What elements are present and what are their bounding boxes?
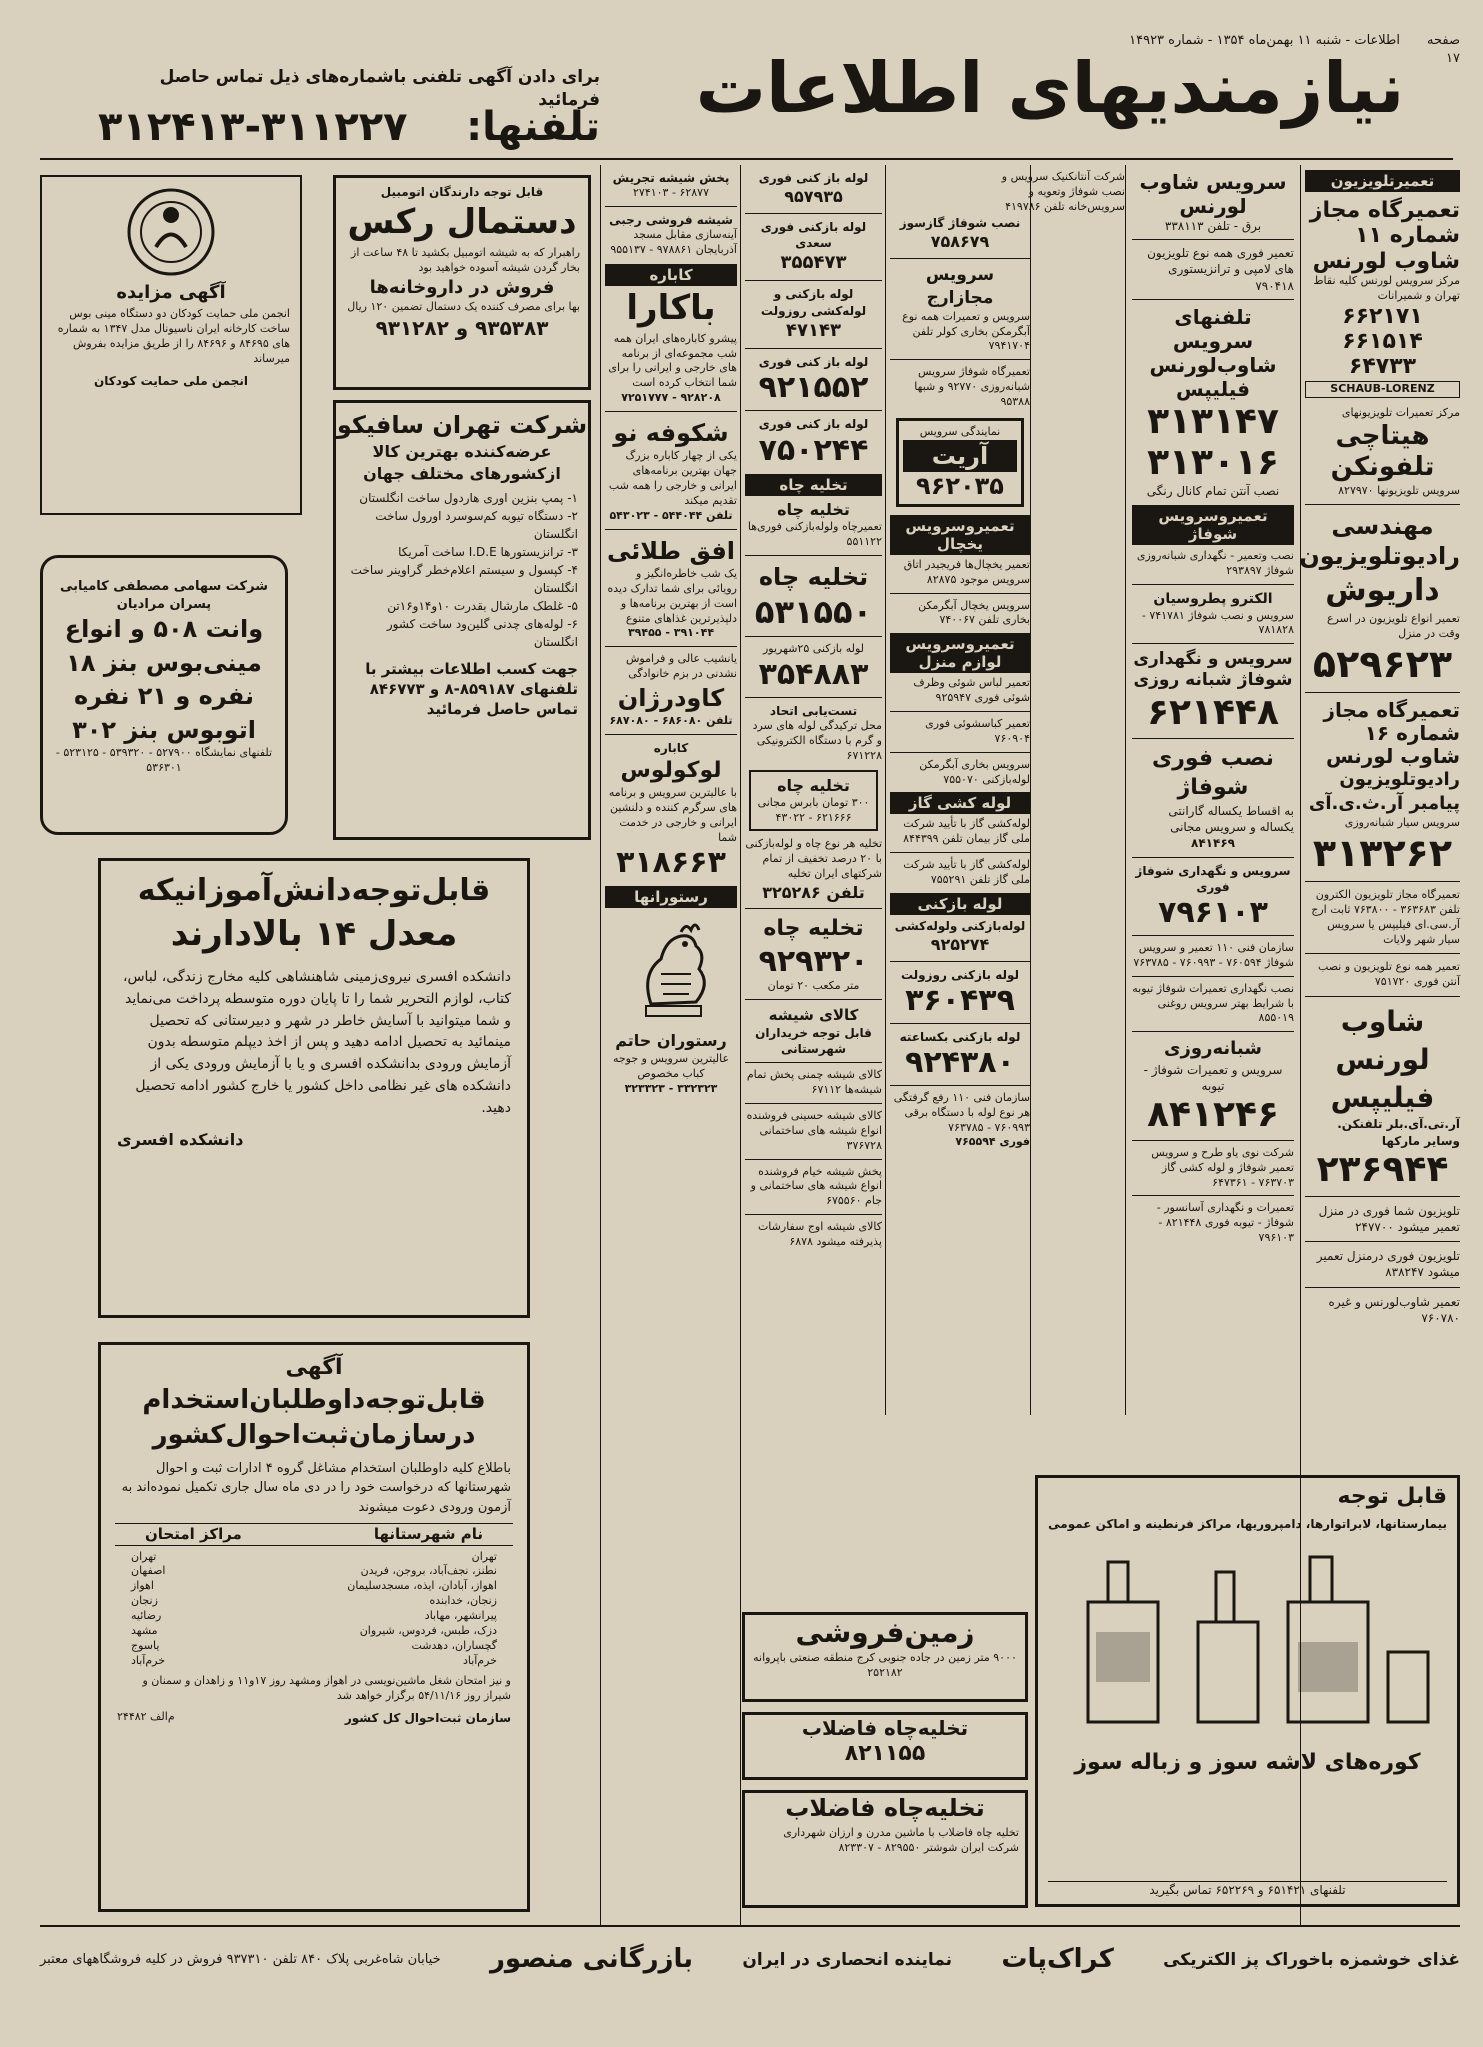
ad-s1-title: سرویس شاوب لورنس [1139,170,1287,218]
car-ad [333,175,591,390]
ad-s6-phone: ۶۲۱۴۴۸ [1147,691,1279,733]
ad-c2-title: شکوفه نو [613,419,729,448]
ad-a3-body: سرویس و تعمیرات همه نوع آبگرمکن بخاری کولر تلفن ۷۹۴۱۷۰۴ [902,309,1030,353]
bus-ad [40,555,288,835]
ad-p4-title: لوله باز کنی فوری [758,355,869,370]
ad-brands-phone: ۲۳۶۹۴۴ [1316,1148,1449,1190]
incinerator-sub: کوره‌های لاشه سوز و زباله سوز [1074,1749,1421,1775]
emp-title: قابل‌توجه‌داوطلبان‌استخدام [142,1384,486,1415]
bus-body: وانت ۵۰۸ و انواع مینی‌بوس بنز ۱۸ نفره و ۲۱ نفره [64,615,264,711]
ad-a17: فوری ۷۶۵۵۹۴ [955,1135,1030,1149]
header-rule [40,158,1453,160]
ad-s6-title: سرویس و نگهداری شوفاژ شبانه روزی [1133,649,1293,691]
edu-ad [98,858,530,1318]
ad-shaub-16-body: سرویس سیار شبانه‌روزی [1344,816,1460,830]
ad-hitachi-title: هیتاچی تلفونکن [1330,421,1435,483]
ad-r1-phone: ۳۳۲۳۲۳ - ۳۲۳۳۲۳ [624,1081,718,1095]
bus-title: شرکت سهامی مصطفی کامیابی پسران مرادیان [60,579,268,612]
footer-rule [40,1925,1460,1927]
ad-c2-phone: تلفن ۵۴۴۰۴۴ - ۵۴۳۰۲۳ [609,508,733,522]
ad-s2: تعمیر فوری همه نوع تلویزیون های لامپی و ترانزیستوری ۷۹۰۴۱۸ [1147,246,1294,293]
table-row: اهواز، آبادان، ایذه، مسجدسلیمان اهواز [131,1579,497,1593]
ad-p10-body: ۳۰۰ تومان بابرس مجانی ۶۲۱۶۶۶ - ۴۳۰۲۲ [757,796,870,825]
edu-sub: معدل ۱۴ بالادارند [170,913,458,954]
ad-arist-brand: آریت [903,440,1017,472]
well-ad-box-3 [742,1790,1028,1908]
banner-fridge: تعمیروسرویس یخچال [890,515,1030,555]
footer-address: خیابان شاه‌غربی پلاک ۸۴۰ تلفن ۹۳۷۳۱۰ فروش در کلیه فروشگاههای معتبر [40,1952,441,1968]
ad-p13-body: قابل توجه خریداران شهرستانی [755,1025,872,1057]
ad-shaub-11-body: مرکز سرویس لورنس کلیه نقاط تهران و شمیرانات [1313,273,1460,302]
well2-title: تخلیه‌چاه فاضلاب [801,1716,969,1740]
ad-c3-phone: ۳۹۱۰۴۴ - ۳۹۴۵۵ [627,626,715,640]
ad-c5-intro: کاباره [653,741,689,756]
ad-p9-title: تست‌یابی اتحاد [769,704,858,719]
incinerator-ad [1035,1475,1460,1907]
date-line: اطلاعات - شنبه ۱۱ بهمن‌ماه ۱۳۵۴ - شماره ۱۴۹۲۳ [1129,33,1400,48]
ad-p15: کالای شیشه حسینی فروشنده انواع شیشه های ساختمانی ۳۷۶۷۲۸ [746,1108,882,1152]
auction-body: انجمن ملی حمایت کودکان دو دستگاه مینی بوس ساخت کارخانه ایران ناسیونال مدل ۱۳۴۷ به شماره های ۸۴۶۹۵ و ۸۴۶۹۶ را از طریق مزایده بفروش میرساند [57,307,290,365]
emp-label: آگهی [285,1355,343,1380]
well3-body: تخلیه چاه فاضلاب با ماشین مدرن و ارزان شهرداری شرکت ایران شوشتر ۸۲۹۵۵۰ - ۸۲۳۳۰۷ [783,1826,1019,1855]
ad-a6: تعمیر یخچال‌ها فریجیدر اتاق سرویس موجود ۸۲۸۷۵ [903,557,1030,586]
ad-darioush-title: مهندسی رادیوتلویزیون [1299,512,1460,571]
ad-c4-title: کاودرژان [617,683,725,712]
ad-shaub-11-title: تعمیرگاه مجاز شماره ۱۱ شاوب لورنس [1309,198,1460,274]
ad-p12-phone: ۹۲۹۳۲۰ [758,943,869,979]
phones-label: تلفنها: [466,104,600,150]
ad-p6-title: تخلیه چاه [777,499,850,519]
safiko-contact: جهت کسب اطلاعات بیشتر با تلفنهای ۸۵۹۱۸۷-۸ و ۸۴۶۷۷۳ تماس حاصل فرمائید [365,659,578,719]
ad-g2-title: شیشه فروشی رجبی [609,213,733,228]
ad-p5-title: لوله باز کنی فوری [758,417,869,432]
auction-sign: انجمن ملی حمایت کودکان [94,373,248,388]
safiko-sub: عرضه‌کننده بهترین کالا ازکشورهای مختلف جهان [363,442,561,483]
banner-appliance: تعمیروسرویس لوازم منزل [890,633,1030,673]
ad-hitachi-intro: مرکز تعمیرات تلویزیونهای [1341,406,1460,420]
ad-p10-title: تخلیه چاه [777,775,850,795]
ad-s12: شرکت نوی یاو طرح و سرویس تعمیر شوفاژ و لوله کشی گاز ۷۶۳۷۰۳ - ۶۴۷۳۶۱ [1151,1145,1294,1189]
ad-a2-body: نصب شوفاژ گازسوز [899,216,1021,230]
table-row: گچساران، دهدشت یاسوج [131,1638,497,1652]
auction-title: آگهی مزایده [116,282,226,303]
bus-sub: اتوبوس بنز ۳۰۲ [72,715,256,744]
emp-note: و نیز امتحان شغل ماشین‌نویسی در اهواز ومشهد روز ۱۷و۱۱ و زاهدان و سمنان و شیراز روز ۵۴/۱۱/۱۶ برگزار خواهد شد [142,1674,511,1703]
ad-a10: سرویس بخاری آبگرمکن لوله‌بازکنی ۷۵۵۰۷۰ [919,757,1030,786]
safiko-item: ۳- ترانزیستورها I.D.E ساخت آمریکا [398,544,578,559]
table-row: پیرانشهر، مهاباد رضائیه [131,1609,497,1622]
car-title: دستمال رکس [347,202,577,243]
ad-r1-body: عالیترین سرویس و جوجه کباب مخصوص [612,1052,730,1080]
footer-brand: کراک‌پات [1001,1944,1114,1975]
ad-a14-title: لوله بازکنی روزولت [900,967,1020,982]
ad-c5-phone: ۳۱۸۶۶۳ [616,845,726,881]
masthead: نیازمندیهای اطلاعات [695,47,1405,129]
ad-s11-body: سرویس و تعمیرات شوفاژ - تیوبه [1143,1062,1283,1093]
footer-food: غذای خوشمزه باخوراک پز الکتریکی [1163,1949,1460,1970]
ad-a2-phone: ۷۵۸۶۷۹ [930,232,990,252]
ad-a13-body: لوله‌بازکنی ولوله‌کشی [894,918,1026,933]
ad-hitachi-body: سرویس تلویزیونها ۸۲۷۹۷۰ [1338,483,1460,497]
ad-p4-phone: ۹۲۱۵۵۲ [758,370,869,406]
ad-shaub-title: شاوب لورنس [1335,1005,1430,1076]
ad-arist-phone: ۹۶۲۰۳۵ [916,471,1004,500]
emp-col-b: مراکز امتحان [145,1525,242,1544]
ad-s3-body: نصب آنتن تمام کانال رنگی [1146,483,1280,498]
ad-a3-title: سرویس مجازارج [925,264,995,308]
ad-a12: لوله‌کشی گاز با تأیید شرکت ملی گاز تلفن ۷۵۵۲۹۱ [903,858,1030,886]
ad-r1-title: رستوران حاتم [615,1031,727,1051]
ad-p9-body: محل ترکیدگی لوله های سرد و گرم با دستگاه الکترونیکی ۶۷۱۲۲۸ [752,719,882,762]
ad-arist-box [896,418,1024,507]
ad-s8-phone: ۷۹۶۱۰۳ [1158,895,1268,931]
ad-g2-body: آینه‌سازی مقابل مسجد آذربایجان ۹۷۸۸۶۱ - ۹۵۵۱۳۷ [610,228,737,257]
ad-p8-phone: ۳۵۴۸۸۳ [758,657,869,693]
ad-s11-title: شبانه‌روزی [1164,1038,1262,1060]
col-well [745,170,882,1250]
emp-table [101,1546,527,1673]
table-row: خرم‌آباد خرم‌آباد [131,1653,497,1667]
banner-tv-repair: تعمیرتلویزیون [1305,170,1460,192]
well3-title: تخلیه‌چاه فاضلاب [785,1794,985,1822]
emp-footer [101,1706,527,1730]
ad-antenna: تعمیر همه نوع تلویزیون و نصب آنتن فوری ۷۵۱۷۲۰ [1317,960,1460,989]
ad-c4-body: یانشیب عالی و فراموش نشدنی در بزم خانوادگی [625,652,737,681]
ad-home-repair: تلویزیون شما فوری در منزل تعمیر میشود ۲۴۷۷۰۰ [1318,1203,1460,1235]
car-phone: ۹۳۵۳۸۳ و ۹۳۱۲۸۲ [375,315,549,340]
safiko-item: ۲- دستگاه تیوبه کم‌سوسرد اورول ساخت انگلستان [375,508,578,541]
ad-s7-title: نصب فوری شوفاژ [1152,745,1274,801]
ad-p6-body: تعمیرچاه ولوله‌بازکنی فوری‌ها ۵۵۱۱۲۲ [747,520,882,548]
col-divider [740,165,741,1925]
ad-p10-box [749,770,878,831]
ad-s4: نصب وتعمیر - نگهداری شبانه‌روزی شوفاژ ۲۹۳۸۹۷ [1136,548,1294,577]
col-tv-repair [1299,170,1460,1326]
auction-ad [40,175,302,515]
ad-p17: کالای شیشه اوج سفارشات پذیرفته میشود ۶۸۷۸ [757,1220,882,1248]
emp-sign: سازمان ثبت‌احوال کل کشور [344,1711,511,1726]
ad-s9: سازمان فنی ۱۱۰ تعمیر و سرویس شوفاژ ۷۶۰۵۹۴ - ۷۶۰۹۹۳ - ۷۶۳۷۸۵ [1133,941,1294,969]
ad-a4: تعمیرگاه شوفاژ سرویس شبانه‌روزی ۹۲۷۷۰ و شبها ۹۵۳۸۸ [914,365,1030,408]
ad-darioush-phone: ۵۲۹۶۲۳ [1312,641,1453,686]
ad-s5-body: سرویس و نصب شوفاژ ۷۴۱۷۸۱ - ۷۸۱۸۲۸ [1141,608,1294,637]
ad-a7: سرویس یخچال آبگرمکن بخاری تلفن ۷۴۰۰۶۷ [918,598,1030,627]
ad-s3-title: تلفنهای سرویس شاوب‌لورنس فیلیپس [1149,304,1277,401]
incinerator-note: تلفنهای ۶۵۱۴۲۱ و ۶۵۲۲۶۹ تماس بگیرید [1048,1881,1447,1898]
ad-s1-phone: برق - تلفن ۳۳۸۱۱۳ [1164,219,1262,233]
ad-shaub-16-phone: ۳۱۳۲۶۲ [1312,831,1453,875]
ad-darioush-name: داریوش [1325,573,1440,609]
ad-a15-title: لوله بازکنی بکساعته [899,1029,1021,1044]
land-sale-body: ۹۰۰۰ متر زمین در جاده جنوبی کرج منطقه صنعتی باپروانه ۲۵۲۱۸۲ [753,1651,1017,1680]
ad-p7-title: تخلیه چاه [758,562,869,591]
ad-s10: نصب نگهداری تعمیرات شوفاژ تیوبه با شرایط بهتر سرویس روغنی ۸۵۵۰۱۹ [1132,981,1294,1025]
ad-p13-title: کالای شیشه [768,1005,859,1024]
ad-p5-phone: ۷۵۰۲۴۴ [758,432,869,468]
ad-p11-phone: تلفن ۳۲۵۲۸۶ [762,882,865,902]
edu-title: قابل‌توجه‌دانش‌آموزانیکه [137,873,491,908]
ad-p2-title: لوله بازکنی فوری سعدی [760,219,867,250]
safiko-ad [333,400,591,840]
safiko-item: ۱- پمپ بنزین اوری هاردول ساخت انگلستان [359,490,578,505]
col-divider [885,165,886,1415]
land-sale-title: زمین‌فروشی [795,1616,975,1649]
ad-a16: سازمان فنی ۱۱۰ رفع گرفتگی هر نوع لوله با دستگاه برقی ۷۶۰۹۹۳ - ۷۶۳۷۸۵ [893,1090,1030,1134]
col-divider [600,165,601,1925]
ad-c1-title: باکارا [626,287,716,328]
phones-number: ۳۱۲۴۱۳-۳۱۱۲۲۷ [98,104,408,150]
ad-arist-sub: نمایندگی سرویس [919,424,1001,438]
well2-phone: ۸۲۱۱۵۵ [844,1741,926,1766]
ad-p3-phone: ۴۷۱۴۳ [786,319,841,341]
employment-ad [98,1342,530,1912]
childcare-logo [126,187,216,277]
ad-a9: تعمیر کباسشوئی فوری ۷۶۰۹۰۴ [925,717,1030,745]
col-heater [1132,170,1294,1246]
emp-body: باطلاع کلیه داوطلبان استخدام مشاغل گروه ۴ ادارات ثبت و احوال شهرستانها که درخواست خود را در دی ماه سال جاری تکمیل نموده‌اند به آزمون ورودی دعوت میشوند [121,1460,511,1515]
ad-s8-body: سرویس و نگهداری شوفاژ فوری [1135,863,1291,894]
page-number: صفحه ۱۷ [1427,33,1460,66]
ad-s11-phone: ۸۴۱۲۴۶ [1147,1093,1279,1135]
ad-shaub-other: تعمیر شاوب‌لورنس و غیره ۷۶۰۷۸۰ [1328,1294,1460,1325]
ad-c1-phone: ۹۲۸۲۰۸ - ۷۲۵۱۷۷۷ [621,391,721,405]
ad-p1-title: لوله باز کنی فوری [758,171,869,185]
banner-gas: لوله کشی گاز [890,792,1030,814]
incinerator-body: بیمارستانها، لابراتوارها، دامپروریها، مراکز فرنطینه و اماکن عمومی [1048,1516,1447,1531]
ad-s7-phone: ۸۴۱۴۶۹ [1191,836,1235,851]
well-ad-box-2 [742,1712,1028,1780]
banner-pipe: لوله بازکنی [890,893,1030,915]
safiko-list [336,485,588,655]
ad-s3-phone2: ۳۱۳۰۱۶ [1147,441,1279,483]
col-appliance-main [890,170,1125,215]
ad-c5-body: با عالیترین سرویس و برنامه های سرگرم کننده و دلنشین ایرانی و خارجی در خدمت شما [608,786,737,844]
safiko-title: شرکت تهران سافیکو [336,411,588,439]
ad-p11-body: تخلیه هر نوع چاه و لوله‌بازکنی با ۲۰ درصد تخفیف از تمام شرکتهای ایران تخلیه [745,837,882,880]
emp-sub: درسازمان‌ثبت‌احوال‌کشور [152,1419,476,1450]
safiko-item: ۵- غلطک مارشال بقدرت ۱۰و۱۴و۱۶تن [387,598,578,613]
ad-shaub-16-title: تعمیرگاه مجاز شماره ۱۶ شاوب لورنس [1323,697,1460,768]
safiko-item: ۶- لوله‌های چدنی گلین‌ود ساخت کشور انگلستان [386,616,578,649]
banner-heater: تعمیروسرویس شوفاژ [1132,505,1294,545]
table-row: تهران تهران [131,1549,497,1563]
ad-s7-body: به اقساط یکساله گارانتی یکساله و سرویس مجانی [1168,804,1294,835]
ad-darioush-body: تعمیر انواع تلویزیون در اسرع وقت در منزل [1327,611,1460,640]
ad-quick-repair: تلویزیون فوری درمنزل تعمیر میشود ۸۳۸۲۴۷ [1316,1249,1460,1280]
car-intro: قابل توجه دارندگان اتومبیل [380,185,544,199]
banner-cabaret: کاباره [605,264,737,286]
phone-intro: برای دادن آگهی تلفنی باشماره‌های ذیل تماس حاصل فرمائید [159,67,600,110]
col-a-list [890,215,1030,1150]
ad-c1-body: پیشرو کاباره‌های ایران همه شب مجموعه‌ای از برنامه های خارجی و ایرانی را برای شما انتخاب کرده است [608,331,737,390]
edu-sign: دانشکده افسری [117,1130,244,1150]
ad-shaub-16-sub: رادیوتلویزیون پیامبر آر.ث.ی.آی [1308,768,1460,814]
emp-table-header [115,1523,513,1545]
safiko-item: ۴- کپسول و سیستم اعلام‌خطر گراوینر ساخت انگلستان [350,562,578,595]
ad-s13: تعمیرات و نگهداری آسانسور - شوفاژ - تیوبه فوری ۸۲۱۴۴۸ - ۷۹۶۱۰۳ [1156,1201,1294,1245]
footer-company: بازرگانی منصور [489,1944,694,1975]
ad-s5-title: الکترو پطروسیان [1153,590,1273,607]
edu-body: دانشکده افسری نیروی‌زمینی شاهنشاهی کلیه مخارج زندگی، لباس، کتاب، لوازم التحریر شما را تا پایان دوره متوسطه پرداخت می‌نماید و شما میتوانید با آسایش خاطر در شهر و دبیرستانی که تحصیل مینمائید به تحصیل ادامه دهید و پس از اخذ دیپلم متوسطه بدون آزمایش ورودی بدانشکده افسری و یا با آزمایش ورودی یکی از دانشکده های غیر نظامی داخل کشور یا خارج کشور ادامه تحصیل دهید. [122,969,511,1116]
car-body2: بها برای مصرف کننده یک دستمال تضمین ۱۲۰ ریال [347,300,580,314]
emp-col-a: نام شهرستانها [373,1525,483,1544]
ad-p2-phone: ۳۵۵۴۷۳ [780,252,847,274]
table-row: زنجان، خدابنده زنجان [131,1594,497,1608]
ad-philips-title: فیلیپس [1330,1080,1435,1114]
ad-shaub-11-phones: ۶۶۲۱۷۱ ۶۶۱۵۱۴ ۶۴۷۳۳ [1342,303,1423,380]
ad-c4-phone: تلفن ۶۸۶۰۸۰ - ۶۸۷۰۸۰ [609,714,733,728]
ad-s3-phone1: ۳۱۳۱۴۷ [1147,400,1279,442]
ad-shaub-brand: SCHAUB-LORENZ [1305,381,1460,398]
ad-a11: لوله‌کشی گاز با تأیید شرکت ملی گاز بیمان تلفن ۸۴۴۳۹۹ [903,817,1030,846]
banner-well: تخلیه چاه [745,474,882,496]
ad-g1-body: ۶۲۸۷۷ - ۲۷۴۱۰۳ [633,186,709,200]
col-divider [1030,165,1031,1415]
emp-code: م‌الف ۲۴۴۸۲ [117,1710,175,1724]
ad-p12-title: تخلیه چاه [763,916,864,942]
ad-c3-title: افق طلائی [606,536,736,565]
table-row: دزک، طبس، فردوس، شیروان مشهد [131,1623,497,1637]
footer-rep: نماینده انحصاری در ایران [742,1949,953,1970]
col-cabaret [605,170,737,1097]
ad-a1: شرکت آنتانکنیک سرویس و نصب شوفاژ وتعویه و سرویس‌خانه تلفن ۴۱۹۷۸۶ [1001,170,1125,213]
ad-p3-title: لوله بازکنی و لوله‌کشی روزولت [760,287,867,318]
land-sale-panel-main [742,1612,1028,1702]
ad-a14-phone: ۳۶۰۴۳۹ [905,982,1015,1018]
banner-food: رستورانها [605,886,737,908]
ad-a8: تعمیر لباس شوئی وظرف شوئی فوری ۹۲۵۹۴۷ [913,676,1030,705]
incinerator-title: قابل توجه [1337,1484,1447,1509]
ad-p8-body: لوله بازکنی ۲۵شهریور [763,642,864,656]
rooster-icon [621,914,721,1024]
ad-c3-body: یک شب خاطره‌انگیز و رویائی برای شما تدارک دیده است از بهترین برنامه‌ها و دلپذیرترین غذاهای متنوع [607,567,737,625]
footer-bar [40,1935,1460,1985]
ad-p1-phone: ۹۵۷۹۳۵ [784,187,843,207]
car-sub: فروش در داروخانه‌ها [369,276,555,298]
col-divider [1125,165,1126,1415]
ad-p14: کالای شیشه چمنی پخش تمام شیشه‌ها ۶۷۱۱۲ [746,1068,882,1097]
ad-c2-body: یکی از چهار کاباره بزرگ جهان بهترین برنامه‌های ایرانی و خارجی را همه شب تقدیم میکند [608,449,737,507]
ad-a13-phone: ۹۲۵۲۷۴ [930,934,990,954]
ad-p12-body: متر مکعب ۲۰ تومان [767,978,860,992]
ad-p16: پخش شیشه خیام فروشنده انواع شیشه های ساختمانی و جام ۶۷۵۵۶۰ [750,1164,882,1208]
ad-electron: تعمیرگاه مجاز تلویزیون الکترون تلفن ۳۶۳۶۸۳ - ۷۶۳۸۰۰ ثابت ارج آر.سی.ای فیلیپس یا سرویس سیار شهر ولایات [1311,888,1460,946]
ad-brands: آر.تی.آی.بلر تلفنکن. وسایر مارکها [1337,1117,1460,1148]
ad-c5-title: لوکولوس [620,758,722,784]
incinerator-illustration [1048,1542,1448,1742]
table-row: نطنز، نجف‌آباد، بروجن، فریدن اصفهان [131,1564,497,1578]
ad-p7-phone: ۵۳۱۵۵۰ [754,593,873,632]
ad-a15-phone: ۹۲۴۳۸۰ [905,1044,1015,1080]
ad-g1-title: پخش شیشه تجریش [612,171,730,185]
bus-phones: تلفنهای نمایشگاه ۵۲۷۹۰۰ - ۵۳۹۳۲۰ - ۵۲۳۱۲۵ - ۵۳۶۳۰۱ [55,746,273,775]
car-body: راهبرار که به شیشه اتومبیل بکشید تا ۴۸ ساعت از بخار گردن شیشه آسوده خواهید بود [351,246,580,274]
